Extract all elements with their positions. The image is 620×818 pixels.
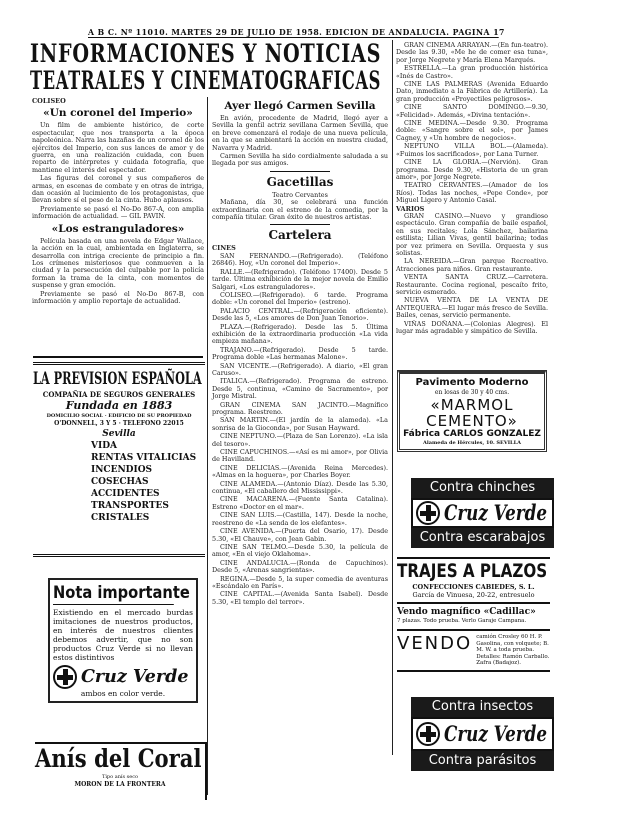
listing-entry: VENTA SANTA CRUZ.—Carretera. Restaurante. Cocina regional, pescaíto frito, servicio esmerado.: [396, 273, 548, 296]
vendo-ad-title: VENDO: [397, 633, 473, 654]
anis-del-coral-ad: [35, 742, 207, 800]
listing-entry: CINE LA GLORIA.—(Nervión). Gran programa. Desde 9.30, «Historia de un gran amor», por Jorge Negrete.: [396, 158, 548, 181]
listing-entry: GRAN CASINO.—Nuevo y grandioso espectáculo. Gran compañía de baile español, en sus recitales; Lola Sánchez, bailarina estilista; Lilian Vivas, gentil bailarina; todas por vez primera en Sevilla. Orquesta y sus solistas.: [396, 211, 548, 257]
listing-entry: NUEVA VENTA DE LA VENTA DE ANTEQUERA.—El lugar más fresco de Sevilla. Bailes, cenas, servicio permanente.: [396, 296, 548, 320]
article-title: «Un coronel del Imperio»: [43, 107, 193, 120]
cruz-verde-ad-1: [411, 478, 554, 548]
listing-entry: VIÑAS DOÑANA.—(Colonias Alegres). El lugar más agradable y simpático de Sevilla.: [396, 319, 548, 336]
ad-headline: CEMENTO»: [426, 412, 518, 430]
listing-entry: CINE SAN TELMO.—Desde 5.30, la película de amor, «En el viejo Oklahoma».: [212, 542, 388, 559]
ad-title: Nota importante: [53, 583, 190, 603]
ad-title: Pavimento Moderno: [415, 377, 529, 388]
insurance-line: INCENDIOS: [91, 465, 153, 475]
ad-subtitle: COMPAÑIA DE SEGUROS GENERALES: [42, 390, 196, 399]
left-column-articles: [32, 98, 204, 306]
listing-entry: CINE SAN LUIS.—(Castilla, 147). Desde la noche, reestreno de «La senda de los elefantes».: [212, 511, 388, 527]
varios-listings: [396, 213, 548, 336]
cadillac-ad-body: 7 plazas. Todo prueba. Verlo Garaje Campana.: [397, 618, 550, 631]
ad-top-banner: Contra insectos: [411, 697, 554, 717]
listing-entry: TEATRO CERVANTES.—(Amador de los Ríos). Todas las noches, «Pepe Conde», por Miguel Ligero y Antonio Casal.: [396, 181, 548, 205]
listing-entry: CINE AVENIDA.—(Puerta del Osario, 17). Desde 5.30, «El Chauve», con Jean Gabin.: [212, 527, 388, 543]
column-divider: [392, 40, 393, 755]
cinema-listings: [396, 42, 548, 205]
ad-bottom-banner: Contra escarabajos: [411, 528, 554, 548]
listing-entry: COLISEO.—(Refrigerado). 6 tarde. Programa doble: «Un coronel del Imperio» (estreno).: [212, 290, 388, 307]
ad-title: LA PREVISION ESPAÑOLA: [33, 369, 202, 389]
listing-entry: PALACIO CENTRAL.—(Refrigeración eficiente). Desde las 5, «Los amores de Don Juan Tenorio».: [212, 306, 388, 323]
column-divider: [207, 97, 208, 795]
ad-maker: Fábrica CARLOS GONZALEZ: [403, 429, 541, 439]
listing-entry: RALLE.—(Refrigerado). (Teléfono 17400). Desde 5 tarde. Última exhibición de la mejor novela de Emilio Salgari, «Los estranguladores».: [212, 267, 388, 291]
ad-top-banner: Contra chinches: [411, 478, 554, 498]
listing-entry: LA NEREIDA.—Gran parque Recreativo. Atracciones para niños. Gran restaurante.: [396, 257, 548, 273]
paragraph: En avión, procedente de Madrid, llegó ayer a Sevilla la gentil actriz sevillana Carmen Sevilla, que en breve comenzará el rodaje de una nueva película, en la que se ambientará la acción en nuestra ciudad, Navarra y Madrid.: [212, 114, 388, 152]
cruz-verde-cross-icon: [416, 722, 440, 746]
paragraph: Previamente se pasó el No-Do 867-B, con información y amplio reportaje de actualidad.: [32, 289, 204, 305]
listing-entry: CINE NEPTUNO.—(Plaza de San Lorenzo). «La isla del tesoro».: [212, 432, 388, 448]
brand-row: [411, 498, 554, 528]
section-headline-1: INFORMACIONES Y NOTICIAS: [30, 39, 382, 68]
ad-company: CONFECCIONES CABIEDES, S. L.: [412, 583, 535, 591]
insurance-line: VIDA: [91, 441, 117, 451]
prevision-espanola-ad: [33, 362, 205, 557]
section-rule: [270, 224, 330, 225]
ad-bottom-banner: Contra parásitos: [411, 751, 554, 771]
paragraph: Un film de ambiente histórico, de corte espectacular, que nos transporta a la época napoleónica. Narra las hazañas de un coronel de los ejércitos del Imperio, con sus lances de amor y de guerra, en una realización cuidada, con buen reparto de intérpretes y cuidada fotografía, que mantiene el interés del espectador.: [32, 121, 204, 174]
ad-address: Alameda de Hércules, 10. SEVILLA: [423, 440, 521, 446]
ad-subtitle: en losas de 30 y 40 cms.: [434, 389, 510, 396]
listing-entry: NEPTUNO VILLA BOL.—(Alameda). «Fuimos los sacrificados», por Lana Turner.: [396, 142, 548, 158]
listing-entry: CINE MACARENA.—(Fuente Santa Catalina). Estreno «Doctor en el mar».: [212, 495, 388, 511]
listing-entry: SAN VICENTE.—(Refrigerado). A diario, «El gran Caruso».: [212, 361, 388, 377]
kicker: CINES: [212, 244, 236, 253]
section-headline-2: TEATRALES Y CINEMATOGRAFICAS: [30, 66, 382, 95]
cruz-verde-cross-icon: [53, 665, 77, 689]
brand-row: [53, 665, 193, 689]
ad-address: DOMICILIO SOCIAL · EDIFICIO DE SU PROPIEDAD: [46, 413, 192, 419]
nota-importante-ad: [48, 578, 198, 703]
listing-entry: GRAN CINEMA ARRAYAN.—(En fun-teatro). Desde las 9.30, «Me he de comer esa tuna», por Jorge Negrete y María Elena Marqués.: [396, 41, 548, 64]
ad-founded: Fundada en 1883: [65, 399, 173, 412]
pavimento-moderno-ad: [397, 370, 547, 452]
insurance-line: COSECHAS: [91, 477, 149, 487]
listing-entry: CINE SANTO DOMINGO.—9.30, «Felicidad». Además, «Divina tentación».: [396, 103, 548, 119]
article-title: Cartelera: [268, 228, 332, 243]
brand-logo: Cruz Verde: [444, 721, 547, 746]
listing-entry: CINE CAPITAL.—(Avenida Santa Isabel). Desde 5.30, «El templo del terror».: [212, 590, 388, 606]
paragraph: Película basada en una novela de Edgar Wallace, la acción en la cual, ambientada en Inglaterra, se desarrolla con intriga creciente de principio a fin. Los crímenes misteriosos que conmueven a la ciudad y la persecución del culpable por la policía forman la trama de la cinta, con momentos de suspense y gran emoción.: [32, 236, 204, 290]
insurance-line: TRANSPORTES: [91, 501, 169, 511]
listing-entry: CINE DELICIAS.—(Avenida Reina Mercedes). «Almas en la hoguera», por Charles Boyer.: [212, 463, 388, 480]
cartelera-list: [212, 253, 388, 606]
paragraph: Las figuras del coronel y sus compañeros de armas, en escenas de combate y en otras de intriga, dan ocasión al lucimiento de los protagonistas, que llevan sobre sí el peso de la cinta. Hubo aplausos.: [32, 174, 204, 205]
brand-logo: Cruz Verde: [81, 666, 189, 687]
listing-entry: PLAZA.—(Refrigerado). Desde las 5. Última exhibición de la extraordinaria producción «La vida empieza mañana».: [212, 322, 388, 346]
ad-title: Anís del Coral: [35, 744, 202, 773]
ad-headline: «MARMOL: [430, 396, 514, 414]
ad-city: Sevilla: [102, 429, 136, 439]
paragraph: Previamente se pasó el No-Do 867-A, con amplia información de actualidad. — GIL PAVIN.: [32, 204, 204, 221]
insurance-line: RENTAS VITALICIAS: [91, 453, 197, 463]
section-rule: [33, 356, 203, 358]
cruz-verde-cross-icon: [416, 501, 440, 525]
vendo-ad: [397, 634, 550, 672]
listing-entry: ESTRELLA.—La gran producción histórica «Inés de Castro».: [396, 64, 548, 80]
ad-body: Existiendo en el mercado burdas imitaciones de nuestros productos, en interés de nuestros clientes debemos advertir, que no son productos Cruz Verde si no llevan estos distintivos: [53, 608, 193, 662]
ad-phone: O'DONNELL, 3 Y 5 · TELEFONO 22015: [54, 420, 184, 427]
listing-entry: SAN MARTIN.—(El jardín de la alameda). «La sonrisa de la Gioconda», por Susan Hayward.: [212, 416, 388, 432]
paragraph: Mañana, día 30, se celebrará una función extraordinaria con el estreno de la comedia, por la compañía titular. Gran éxito de nuestros artistas.: [212, 198, 388, 222]
middle-column-articles: [212, 98, 388, 607]
listing-entry: CINE CAPUCHINOS.—«Así es mi amor», por Olivia de Havilland.: [212, 448, 388, 464]
kicker: VARIOS: [396, 204, 425, 213]
insurance-line: CRISTALES: [91, 513, 150, 523]
vendo-ad-body: camión Crosley 60 H. P. Gasolina, con volquete; B. M. W. a toda prueba. Detalles: Ramón Carballo. Zafra (Badajoz).: [476, 634, 550, 666]
paragraph: Carmen Sevilla ha sido cordialmente saludada a su llegada por sus amigos.: [212, 152, 388, 168]
listing-entry: SAN FERNANDO.—(Refrigerado). (Teléfono 26846). Hoy, «Un coronel del Imperio».: [212, 251, 388, 268]
ad-footer: ambos en color verde.: [80, 689, 166, 698]
article-subtitle: Teatro Cervantes: [272, 190, 328, 199]
cruz-verde-ad-2: [411, 697, 554, 771]
article-title: Ayer llegó Carmen Sevilla: [224, 100, 376, 112]
brand-row: [411, 717, 554, 751]
page-folio: A B C. Nº 11010. MARTES 29 DE JULIO DE 1958. EDICION DE ANDALUCIA. PAGINA 17: [88, 27, 505, 37]
listing-entry: CINE MEDINA.—Desde 9.30. Programa doble: «Sangre sobre el sol», por James Cagney, y «Un hombre de negocios».: [396, 119, 548, 142]
listing-entry: ITALICA.—(Refrigerado). Programa de estreno. Desde 5, continua, «Camino de Sacramento», por Jorge Mistral.: [212, 377, 388, 401]
ad-address: García de Vinuesa, 20-22, entresuelo: [397, 591, 550, 604]
listing-entry: CINE ANDALUCIA.—(Ronda de Capuchinos). Desde 5, «Arenas sangrientas».: [212, 558, 388, 575]
listing-entry: REGINA.—Desde 5, la super comedia de aventuras «Escándalo en París».: [212, 574, 388, 590]
listing-entry: CINE LAS PALMERAS (Avenida Eduardo Dato, inmediato a la Fábrica de Artillería). La gran producción «Proyectiles peligrosos».: [396, 80, 548, 103]
insurance-line: ACCIDENTES: [91, 489, 160, 499]
article-title: «Los estranguladores»: [51, 222, 185, 235]
brand-logo: Cruz Verde: [444, 500, 547, 525]
section-rule: [270, 171, 330, 172]
ad-title: TRAJES A PLAZOS: [397, 560, 548, 582]
listing-entry: CINE ALAMEDA.—(Antonio Díaz). Desde las 5.30, continua, «El caballero del Mississippi».: [212, 479, 388, 496]
right-column-listings: [396, 42, 548, 336]
ad-line: Tipo anís seco: [101, 774, 139, 780]
article-title: Gacetillas: [266, 174, 334, 189]
ad-line: MORON DE LA FRONTERA: [74, 781, 166, 788]
listing-entry: TRAJANO.—(Refrigerado). Desde 5 tarde. Programa doble «Las hermanas Malone».: [212, 345, 388, 362]
cadillac-ad-title: Vendo magnífico «Cadillac»: [397, 607, 536, 617]
kicker: COLISEO: [32, 97, 66, 105]
insurance-lines-list: [91, 440, 205, 524]
listing-entry: GRAN CINEMA SAN JACINTO.—Magnífico programa. Reestreno.: [212, 400, 388, 416]
trajes-a-plazos-ad: [397, 557, 550, 672]
